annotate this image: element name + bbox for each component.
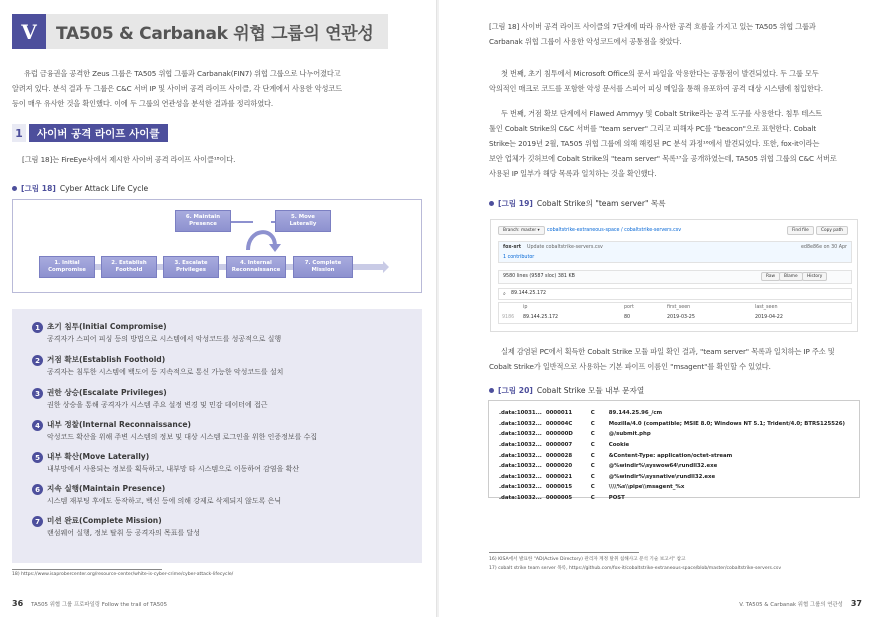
text-line: 유럽 금융권을 공격한 Zeus 그룹은 TA505 위협 그룹과 Carbanak(FIN7) 위협 그룹으로 나누어졌다고	[24, 69, 341, 78]
column-header: ip	[523, 305, 528, 310]
string-cell: 0000007	[545, 442, 573, 449]
search-icon: ⌕	[503, 292, 506, 297]
search-input[interactable]: 89.144.25.172	[511, 291, 547, 296]
column-header: port	[624, 305, 634, 310]
stage-number: 1	[32, 322, 43, 333]
paragraph-4	[489, 344, 861, 374]
footnote: 16) KISA에서 발표한 "AD(Active Directory) 관리자 계정 탈취 침해사고 분석 기술 보고서" 참고	[489, 557, 686, 562]
stage-number: 6	[32, 484, 43, 495]
figure-caption-text: Cobalt Strike의 "team server" 목록	[536, 199, 666, 208]
string-cell: 89.144.25.96_/cm	[608, 410, 663, 417]
string-cell: Cookie	[608, 442, 630, 449]
stage-box-establish-foothold: 2. Establish Foothold	[101, 256, 157, 278]
stage-title: 내부 정찰(Internal Reconnaissance)	[47, 420, 191, 429]
string-row	[499, 419, 849, 430]
section-number: 1	[12, 124, 26, 142]
stage-box-maintain-presence: 6. Maintain Presence	[175, 210, 231, 232]
stage-number: 5	[32, 452, 43, 463]
row-number: 9186	[502, 315, 515, 320]
file-path	[547, 228, 681, 233]
intro-paragraph	[12, 66, 422, 111]
column-header: first_seen	[667, 305, 691, 310]
stage-description: 공격자가 스피어 피싱 등의 방법으로 시스템에서 악성코드를 성공적으로 실행	[47, 335, 282, 343]
footnote: 18) https://www.isaprobercenter.org/resource-center/white-is-cyber-crime/cyber-attack-lifecycle/	[12, 572, 234, 577]
footnote-divider	[12, 569, 162, 570]
lifecycle-diagram	[12, 199, 422, 293]
strings-table	[499, 408, 849, 503]
stage-description: 시스템 재부팅 후에도 동작하고, 백신 등에 의해 강제로 삭제되지 않도록 은닉	[47, 497, 282, 505]
text-line: 악의적인 매크로 코드를 포함한 악성 문서를 스피어 피싱 메일을 통해 유포하여 공격 대상 시스템에 침입한다.	[489, 84, 823, 93]
string-cell: .data:10031...	[499, 410, 542, 417]
figure-tag: [그림 18]	[21, 184, 56, 193]
file-stats-bar	[498, 270, 852, 284]
figure-18-caption	[12, 183, 148, 194]
string-cell: C	[590, 495, 595, 502]
text-line: 첫 번째, 초기 침투에서 Microsoft Office의 문서 파일을 악용한다는 공통점이 발견되었다. 두 그룹 모두	[501, 69, 819, 78]
stage-title: 거점 확보(Establish Foothold)	[47, 355, 166, 364]
stage-title: 권한 상승(Escalate Privileges)	[47, 388, 167, 397]
stage-number: 4	[32, 420, 43, 431]
find-file-button[interactable]: Find file	[787, 226, 814, 235]
table-cell: 80	[624, 315, 631, 320]
stage-description: 공격자는 침투한 시스템에 백도어 등 지속적으로 통신 가능한 악성코드를 설치	[47, 368, 284, 376]
commit-message[interactable]: Update cobaltstrike-servers.csv	[527, 245, 603, 250]
right-page	[439, 0, 876, 617]
stage-box-escalate-privileges: 3. Escalate Privileges	[163, 256, 219, 278]
figure-19-caption	[489, 198, 666, 209]
figure-20-caption	[489, 385, 644, 396]
bullet-icon	[12, 186, 17, 191]
string-row	[499, 408, 849, 419]
text-line: 보안 업체가 깃허브에 Cobalt Strike의 "team server" 목록¹⁷을 공개하였는데, TA505 위협 그룹의 C&C 서버로	[489, 154, 837, 163]
footer-text: V. TA505 & Carbanak 위협 그룹의 연관성	[739, 601, 843, 608]
bullet-icon	[489, 201, 494, 206]
footnote: 17) cobalt strike team server 목록, https://github.com/fox-it/cobaltstrike-extraneous-space/blob/master/cobaltstrike-servers.csv	[489, 566, 782, 571]
string-cell: .data:10032...	[499, 495, 542, 502]
string-cell: POST	[608, 495, 625, 502]
string-row	[499, 472, 849, 483]
bullet-icon	[489, 388, 494, 393]
stage-description: 랜섬웨어 실행, 정보 탈취 등 공격자의 목표를 달성	[47, 529, 201, 537]
file-stats: 9580 lines (9587 sloc) 381 KB	[503, 274, 575, 279]
string-cell: C	[590, 484, 595, 491]
page-number: 36	[12, 599, 24, 608]
string-cell: 0000015	[545, 484, 573, 491]
left-page	[0, 0, 437, 617]
string-cell: .data:10032...	[499, 452, 542, 459]
text-line: Cobalt Strike가 일반적으로 사용하는 기본 파이프 이름인 "msagent"를 확인할 수 있었다.	[489, 362, 771, 371]
stage-description: 권한 상승을 통해 공격자가 시스템 주요 설정 변경 및 민감 데이터에 접근	[47, 401, 268, 409]
string-cell: \\\\%s\\pipe\\msagent_%x	[608, 484, 685, 491]
text-line: 등이 매우 유사한 것을 확인했다. 이에 두 그룹의 연관성을 분석한 결과를 정리하였다.	[12, 99, 274, 108]
string-cell: 000000D	[545, 431, 573, 438]
string-cell: @/submit.php	[608, 431, 651, 438]
branch-selector[interactable]: Branch: master ▾	[498, 226, 545, 235]
table-cell: 2019-03-25	[667, 315, 695, 320]
stage-number: 3	[32, 388, 43, 399]
table-cell: 89.144.25.172	[523, 315, 559, 320]
footnote-divider	[489, 552, 639, 553]
string-cell: C	[590, 431, 595, 438]
stage-box-initial-compromise: 1. Initial Compromise	[39, 256, 95, 278]
stage-box-internal-recon: 4. Internal Reconnaissance	[226, 256, 286, 278]
paragraph-1	[489, 19, 861, 49]
string-cell: .data:10032...	[499, 431, 542, 438]
string-cell: C	[590, 452, 595, 459]
string-cell: 0000005	[545, 495, 573, 502]
stage-title: 초기 침투(Initial Compromise)	[47, 322, 167, 331]
loop-arrow	[248, 232, 275, 250]
string-cell: 0000020	[545, 463, 573, 470]
string-cell: 0000028	[545, 452, 573, 459]
text-line: 알려져 있다. 분석 결과 두 그룹은 C&C 서버 IP 및 사이버 공격 라이프 사이클, 각 단계에서 사용한 악성코드	[12, 84, 342, 93]
column-header: last_seen	[755, 305, 778, 310]
copy-path-button[interactable]: Copy path	[816, 226, 848, 235]
string-row	[499, 493, 849, 504]
string-row	[499, 461, 849, 472]
string-row	[499, 482, 849, 493]
strings-panel	[488, 400, 860, 502]
file-path-text[interactable]: cobaltstrike-extraneous-space / cobaltstrike-servers.csv	[547, 228, 682, 233]
string-cell: C	[590, 473, 595, 480]
string-cell: .data:10032...	[499, 473, 542, 480]
page-footer-left	[12, 599, 167, 608]
figure-tag: [그림 19]	[498, 199, 533, 208]
csv-table	[498, 302, 852, 324]
string-cell: .data:10032...	[499, 420, 542, 427]
stage-description: 내부망에서 사용되는 정보를 획득하고, 내부망 타 시스템으로 이동하여 감염을 확산	[47, 465, 300, 473]
chapter-number: V	[12, 14, 46, 49]
page-number: 37	[850, 599, 862, 608]
section-text: [그림 18]는 FireEye사에서 제시한 사이버 공격 라이프 사이클¹⁸이다.	[22, 155, 236, 164]
commit-bar	[498, 241, 852, 263]
stage-list	[12, 309, 422, 563]
string-cell: C	[590, 410, 595, 417]
stage-description: 악성코드 확산을 위해 주변 시스템의 정보 및 대상 시스템 로그인을 위한 인증정보를 수집	[47, 433, 318, 441]
figure-caption-text: Cobalt Strike 모듈 내부 문자열	[536, 386, 645, 395]
history-button[interactable]: History	[802, 272, 827, 281]
page-footer-right	[739, 599, 862, 608]
text-line: 사용된 IP 일부가 해당 목록과 일치하는 것을 확인했다.	[489, 169, 657, 178]
stage-title: 미션 완료(Complete Mission)	[47, 516, 162, 525]
string-cell: @%windir%\syswow64\rundll32.exe	[608, 463, 718, 470]
loop-arrowhead	[269, 244, 281, 252]
raw-button[interactable]: Raw	[761, 272, 780, 281]
section-heading	[12, 124, 168, 142]
string-cell: .data:10032...	[499, 463, 542, 470]
stage-box-move-laterally: 5. Move Laterally	[275, 210, 331, 232]
paragraph-2	[489, 66, 861, 96]
blame-button[interactable]: Blame	[779, 272, 803, 281]
stage-title: 지속 실행(Maintain Presence)	[47, 484, 166, 493]
stage-box-complete-mission: 7. Complete Mission	[293, 256, 353, 278]
paragraph-3	[489, 106, 861, 181]
string-cell: C	[590, 442, 595, 449]
text-line: 툴인 Cobalt Strike의 C&C 서버를 "team server" 그리고 피해자 PC를 "beacon"으로 표현한다. Cobalt	[489, 124, 817, 133]
chapter-header	[12, 14, 388, 49]
section-title: 사이버 공격 라이프 사이클	[29, 124, 168, 142]
stage-number: 7	[32, 516, 43, 527]
string-row	[499, 450, 849, 461]
string-cell: .data:10032...	[499, 484, 542, 491]
stage-title: 내부 확산(Move Laterally)	[47, 452, 150, 461]
string-cell: C	[590, 420, 595, 427]
string-cell: 0000011	[545, 410, 573, 417]
commit-hash[interactable]: ed8e86e on 30 Apr	[800, 245, 847, 250]
string-cell: &Content-Type: application/octet-stream	[608, 452, 733, 459]
chapter-title: TA505 & Carbanak 위협 그룹의 연관성	[56, 24, 374, 44]
commit-user[interactable]: fox-srt	[503, 245, 521, 250]
string-cell: 000004C	[545, 420, 573, 427]
table-cell: 2019-04-22	[755, 315, 783, 320]
string-cell: C	[590, 463, 595, 470]
text-line: 실제 감염된 PC에서 획득한 Cobalt Strike 모듈 파일 확인 결과, "team server" 목록과 일치하는 IP 주소 및	[501, 347, 835, 356]
string-cell: .data:10032...	[499, 442, 542, 449]
string-row	[499, 429, 849, 440]
github-screenshot	[490, 219, 858, 332]
text-line: [그림 18] 사이버 공격 라이프 사이클의 7단계에 따라 유사한 공격 흐름을 가지고 있는 TA505 위협 그룹과	[489, 22, 816, 31]
figure-caption-text: Cyber Attack Life Cycle	[59, 184, 149, 193]
text-line: Strike는 2019년 2월, TA505 위협 그룹에 의해 해킹된 PC 분석 과정¹⁶에서 발견되었다. 또한, fox-it이라는	[489, 139, 820, 148]
string-cell: 0000021	[545, 473, 573, 480]
search-bar	[498, 288, 852, 300]
string-cell: @%windir%\sysnative\rundll32.exe	[608, 473, 716, 480]
string-cell: Mozilla/4.0 (compatible; MSIE 8.0; Windows NT 5.1; Trident/4.0; BTRS125526)	[608, 420, 845, 427]
contributors-link[interactable]: 1 contributor	[503, 255, 535, 260]
text-line: Carbanak 위협 그룹이 사용한 악성코드에서 공통점을 찾았다.	[489, 37, 682, 46]
string-row	[499, 440, 849, 451]
text-line: 두 번째, 거점 확보 단계에서 Flawed Ammyy 및 Cobalt Strike라는 공격 도구를 사용한다. 침투 테스트	[501, 109, 822, 118]
figure-tag: [그림 20]	[498, 386, 533, 395]
footer-text: TA505 위협 그룹 프로파일링 Follow the trail of TA505	[31, 601, 167, 608]
stage-number: 2	[32, 355, 43, 366]
